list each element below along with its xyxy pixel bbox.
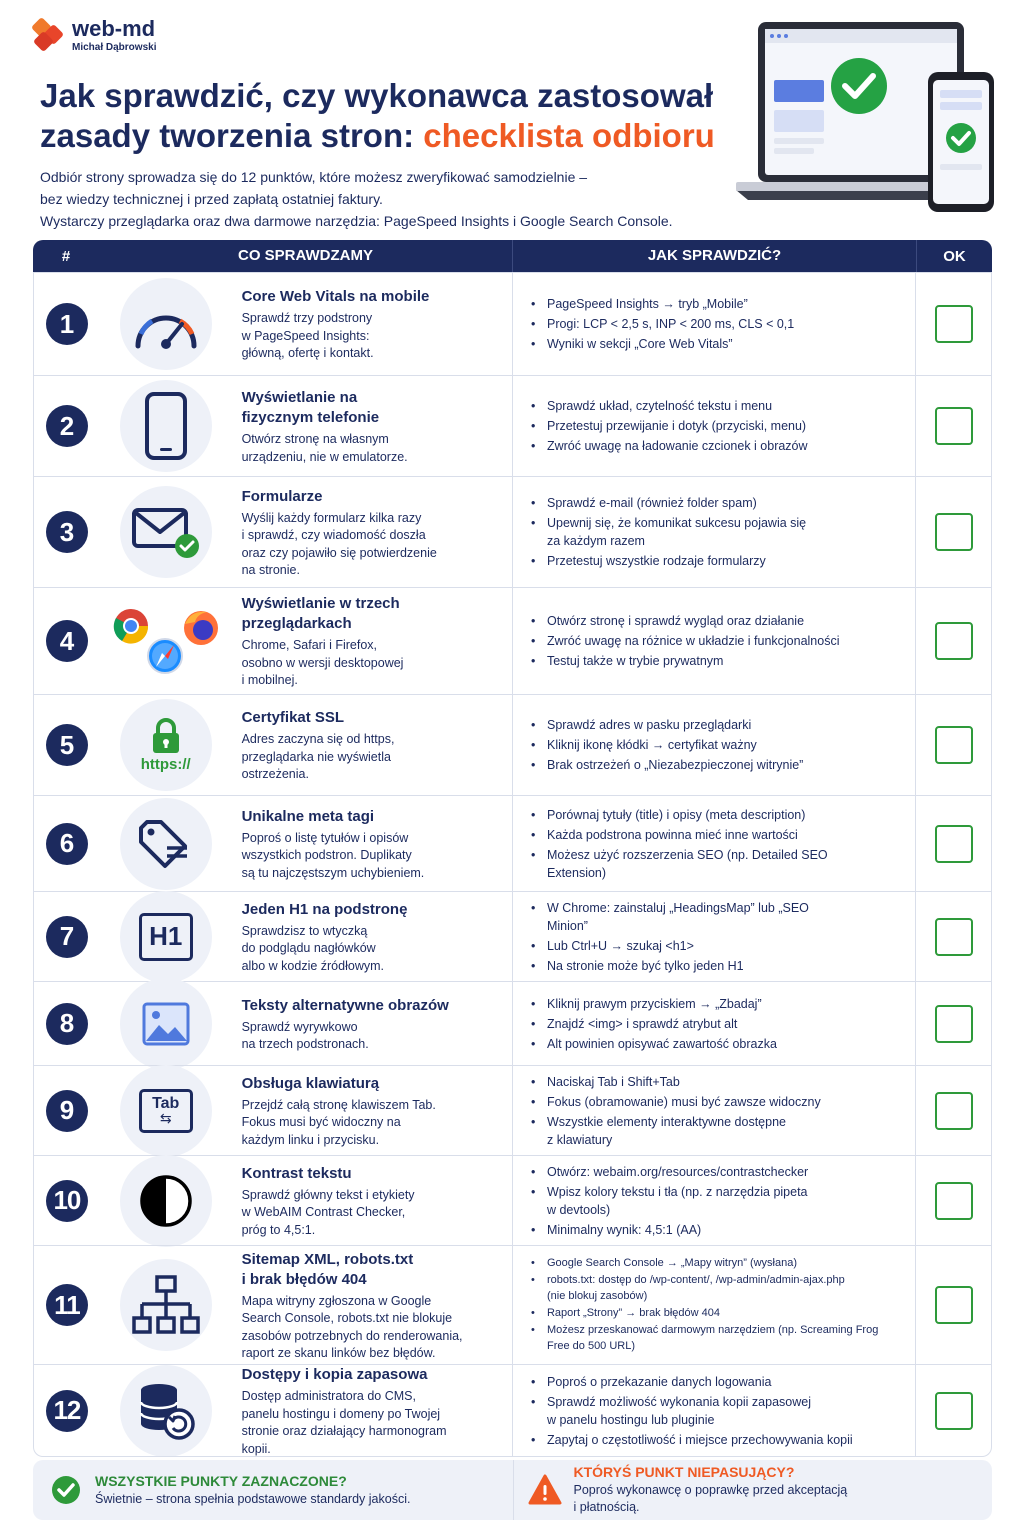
- how-to-item: • Wszystkie elementy interaktywne dostępne z klawiatury: [529, 1113, 905, 1149]
- row-title: Jeden H1 na podstronę: [241, 900, 408, 918]
- table-header: [33, 240, 992, 272]
- footer-issue: [513, 1460, 993, 1520]
- ok-checkbox[interactable]: [935, 407, 973, 445]
- ok-checkbox[interactable]: [935, 918, 973, 956]
- how-to-item: • Otwórz: webaim.org/resources/contrastchecker: [529, 1163, 905, 1181]
- table-row: [34, 1155, 991, 1245]
- row-title: Obsługa klawiaturą: [241, 1074, 380, 1092]
- how-to-list: [529, 1371, 905, 1451]
- ok-checkbox[interactable]: [935, 1182, 973, 1220]
- how-to-item: • Otwórz stronę i sprawdź wygląd oraz działanie: [529, 612, 905, 630]
- logo-author: Michał Dąbrowski: [72, 41, 157, 53]
- how-to-item: • Sprawdź e-mail (również folder spam): [529, 494, 905, 512]
- row-number-badge: 9: [46, 1090, 88, 1132]
- how-to-item: • Raport „Strony” → brak błędów 404: [529, 1305, 905, 1321]
- browsers-icon: [110, 595, 222, 687]
- speedometer-icon: [120, 278, 212, 370]
- how-to-list: [529, 714, 905, 776]
- row-title: Wyświetlanie na fizycznym telefonie: [241, 389, 380, 426]
- ok-checkbox[interactable]: [935, 1392, 973, 1430]
- smartphone-icon: [120, 380, 212, 472]
- how-to-item: • Brak ostrzeżeń o „Niezabezpieczonej witrynie”: [529, 756, 905, 774]
- how-to-list: [529, 1071, 905, 1151]
- h1-label: H1: [149, 921, 183, 951]
- footer-summary: [33, 1460, 992, 1520]
- how-to-list: [529, 1255, 905, 1355]
- logo-mark-icon: [30, 16, 66, 54]
- how-to-item: • Alt powinien opisywać zawartość obrazka: [529, 1035, 905, 1053]
- how-to-item: • Upewnij się, że komunikat sukcesu pojawia się za każdym razem: [529, 514, 905, 550]
- how-to-item: • Znajdź <img> i sprawdź atrybut alt: [529, 1015, 905, 1033]
- title-accent: checklista odbioru: [423, 117, 715, 154]
- how-to-item: • Na stronie może być tylko jeden H1: [529, 957, 905, 975]
- footer-left-text: Świetnie – strona spełnia podstawowe standardy jakości.: [95, 1491, 411, 1506]
- how-to-item: • PageSpeed Insights → tryb „Mobile”: [529, 295, 905, 313]
- how-to-item: • Google Search Console → „Mapy witryn” (wysłana): [529, 1255, 905, 1271]
- ok-checkbox[interactable]: [935, 622, 973, 660]
- checklist-table: [33, 240, 992, 1457]
- table-row: [34, 1065, 991, 1155]
- how-to-item: • Sprawdź możliwość wykonania kopii zapasowej w panelu hostingu lub pluginie: [529, 1393, 905, 1429]
- how-to-item: • Zwróć uwagę na ładowanie czcionek i obrazów: [529, 437, 905, 455]
- table-row: [34, 375, 991, 476]
- logo: [30, 16, 156, 54]
- row-description: Adres zaczyna się od https, przeglądarka nie wyświetla ostrzeżenia.: [241, 732, 395, 782]
- row-description: Wyślij każdy formularz kilka razy i sprawdź, czy wiadomość doszła oraz czy pojawiło się potwierdzenie na stronie.: [241, 510, 437, 577]
- row-title: Dostępy i kopia zapasowa: [241, 1366, 428, 1383]
- row-description: Sprawdź trzy podstrony w PageSpeed Insights: główną, ofertę i kontakt.: [241, 311, 374, 361]
- table-row: [34, 587, 991, 694]
- how-to-item: • Progi: LCP < 2,5 s, INP < 200 ms, CLS < 0,1: [529, 315, 905, 333]
- warning-icon: [528, 1474, 562, 1506]
- intro-text: [40, 166, 740, 232]
- footer-left-title: WSZYSTKIE PUNKTY ZAZNACZONE?: [95, 1472, 347, 1489]
- header-how: JAK SPRAWDZIĆ?: [513, 240, 917, 272]
- check-circle-icon: [51, 1475, 81, 1505]
- table-row: [34, 795, 991, 891]
- table-row: [34, 891, 991, 981]
- h1-icon: [120, 891, 212, 983]
- row-number-badge: 10: [46, 1180, 88, 1222]
- tab-label: Tab: [152, 1094, 180, 1112]
- how-to-list: [529, 1161, 905, 1241]
- padlock-icon: [120, 699, 212, 791]
- how-to-item: • Zwróć uwagę na różnice w układzie i funkcjonalności: [529, 632, 905, 650]
- database-backup-icon: [120, 1365, 212, 1457]
- how-to-item: • robots.txt: dostęp do /wp-content/, /wp-admin/admin-ajax.php (nie blokuj zasobów): [529, 1272, 905, 1304]
- title-line-2: zasady tworzenia stron:: [40, 117, 424, 154]
- row-number-badge: 3: [46, 511, 88, 553]
- intro-line: Odbiór strony sprowadza się do 12 punktów, które możesz zweryfikować samodzielnie –: [40, 169, 588, 185]
- row-title: Core Web Vitals na mobile: [241, 288, 430, 306]
- row-title: Kontrast tekstu: [241, 1164, 352, 1182]
- ok-checkbox[interactable]: [935, 1005, 973, 1043]
- row-title: Teksty alternatywne obrazów: [241, 996, 449, 1014]
- how-to-item: • Sprawdź układ, czytelność tekstu i menu: [529, 397, 905, 415]
- table-body: [33, 272, 992, 1457]
- header-ok: OK: [943, 247, 966, 265]
- row-description: Poproś o listę tytułów i opisów wszystkich podstron. Duplikaty są tu najczęstszym uchybieniem.: [241, 830, 425, 880]
- row-title: Formularze: [241, 487, 323, 505]
- how-to-item: • Wyniki w sekcji „Core Web Vitals”: [529, 335, 905, 353]
- row-number-badge: 1: [46, 303, 88, 345]
- how-to-list: [529, 610, 905, 672]
- row-description: Przejdź całą stronę klawiszem Tab. Fokus musi być widoczny na każdym linku i przycisku.: [241, 1097, 436, 1147]
- how-to-list: [529, 395, 905, 457]
- how-to-list: [529, 804, 905, 884]
- page-title: [40, 76, 730, 156]
- how-to-item: • Minimalny wynik: 4,5:1 (AA): [529, 1221, 905, 1239]
- how-to-item: • Zapytaj o częstotliwość i miejsce przechowywania kopii: [529, 1431, 905, 1449]
- ok-checkbox[interactable]: [935, 726, 973, 764]
- row-description: Chrome, Safari i Firefox, osobno w wersji desktopowej i mobilnej.: [241, 638, 404, 688]
- how-to-item: • Naciskaj Tab i Shift+Tab: [529, 1073, 905, 1091]
- how-to-item: • Testuj także w trybie prywatnym: [529, 652, 905, 670]
- table-row: [34, 476, 991, 587]
- devices-illustration: [732, 18, 1002, 218]
- row-description: Otwórz stronę na własnym urządzeniu, nie w emulatorze.: [241, 432, 408, 464]
- table-row: [34, 1245, 991, 1364]
- https-label: https://: [140, 755, 191, 773]
- row-number-badge: 11: [46, 1284, 88, 1326]
- footer-all-done: [33, 1460, 513, 1520]
- row-number-badge: 7: [46, 916, 88, 958]
- how-to-item: • Kliknij prawym przyciskiem → „Zbadaj”: [529, 995, 905, 1013]
- row-number-badge: 5: [46, 724, 88, 766]
- tag-icon: [120, 798, 212, 890]
- row-description: Mapa witryny zgłoszona w Google Search Console, robots.txt nie blokuje zasobów potrzebnych do renderowania, raport ze skanu linków bez błędów.: [241, 1293, 463, 1360]
- intro-line: bez wiedzy technicznej i przed zapłatą ostatniej faktury.: [40, 191, 383, 207]
- row-description: Sprawdzisz to wtyczką do podglądu nagłówków albo w kodzie źródłowym.: [241, 923, 384, 973]
- how-to-item: • Możesz przeskanować darmowym narzędziem (np. Screaming Frog Free do 500 URL): [529, 1322, 905, 1354]
- ok-checkbox[interactable]: [935, 1286, 973, 1324]
- how-to-item: • Kliknij ikonę kłódki → certyfikat ważny: [529, 736, 905, 754]
- row-description: Dostęp administratora do CMS, panelu hostingu i domeny po Twojej stronie oraz działający harmonogram kopii.: [241, 1389, 447, 1456]
- contrast-icon: [120, 1155, 212, 1247]
- how-to-item: • Przetestuj wszystkie rodzaje formularzy: [529, 552, 905, 570]
- how-to-item: • Przetestuj przewijanie i dotyk (przyciski, menu): [529, 417, 905, 435]
- table-row: [34, 1364, 991, 1456]
- mail-check-icon: [120, 486, 212, 578]
- row-number-badge: 4: [46, 620, 88, 662]
- how-to-item: • Porównaj tytuły (title) i opisy (meta description): [529, 806, 905, 824]
- row-number-badge: 8: [46, 1003, 88, 1045]
- how-to-list: [529, 293, 905, 355]
- footer-right-title: KTÓRYŚ PUNKT NIEPASUJĄCY?: [573, 1464, 795, 1480]
- how-to-list: [529, 492, 905, 572]
- ok-checkbox[interactable]: [935, 305, 973, 343]
- sitemap-icon: [120, 1259, 212, 1351]
- row-title: Unikalne meta tagi: [241, 807, 375, 825]
- header-what: CO SPRAWDZAMY: [99, 240, 513, 272]
- how-to-item: • Poproś o przekazanie danych logowania: [529, 1373, 905, 1391]
- table-row: [34, 272, 991, 375]
- row-description: Sprawdź główny tekst i etykiety w WebAIM Contrast Checker, próg to 4,5:1.: [241, 1187, 415, 1237]
- table-row: [34, 694, 991, 795]
- ok-checkbox[interactable]: [935, 825, 973, 863]
- how-to-list: [529, 897, 905, 977]
- how-to-list: [529, 993, 905, 1055]
- footer-right-text: Poproś wykonawcę o poprawkę przed akceptacją i płatnością.: [573, 1483, 848, 1514]
- logo-name: web-md: [72, 15, 156, 41]
- title-line-1: Jak sprawdzić, czy wykonawca zastosował: [40, 77, 714, 114]
- row-description: Sprawdź wyrywkowo na trzech podstronach.: [241, 1019, 369, 1051]
- ok-checkbox[interactable]: [935, 513, 973, 551]
- tab-key-icon: Tab ⇆: [120, 1065, 212, 1157]
- how-to-item: • Każda podstrona powinna mieć inne wartości: [529, 826, 905, 844]
- row-title: Wyświetlanie w trzech przeglądarkach: [241, 595, 400, 633]
- how-to-item: • Lub Ctrl+U → szukaj <h1>: [529, 937, 905, 955]
- row-title: Certyfikat SSL: [241, 709, 345, 727]
- intro-line: Wystarczy przeglądarka oraz dwa darmowe narzędzia: PageSpeed Insights i Google Search Console.: [40, 213, 673, 229]
- table-row: [34, 981, 991, 1065]
- how-to-item: • Fokus (obramowanie) musi być zawsze widoczny: [529, 1093, 905, 1111]
- ok-checkbox[interactable]: [935, 1092, 973, 1130]
- how-to-item: • Sprawdź adres w pasku przeglądarki: [529, 716, 905, 734]
- row-number-badge: 12: [46, 1390, 88, 1432]
- how-to-item: • W Chrome: zainstaluj „HeadingsMap” lub „SEO Minion”: [529, 899, 905, 935]
- how-to-item: • Wpisz kolory tekstu i tła (np. z narzędzia pipeta w devtools): [529, 1183, 905, 1219]
- row-number-badge: 2: [46, 405, 88, 447]
- row-number-badge: 6: [46, 823, 88, 865]
- header-num: #: [61, 247, 71, 265]
- how-to-item: • Możesz użyć rozszerzenia SEO (np. Detailed SEO Extension): [529, 846, 905, 882]
- row-title: Sitemap XML, robots.txt i brak błędów 404: [241, 1250, 414, 1288]
- image-icon: [120, 978, 212, 1070]
